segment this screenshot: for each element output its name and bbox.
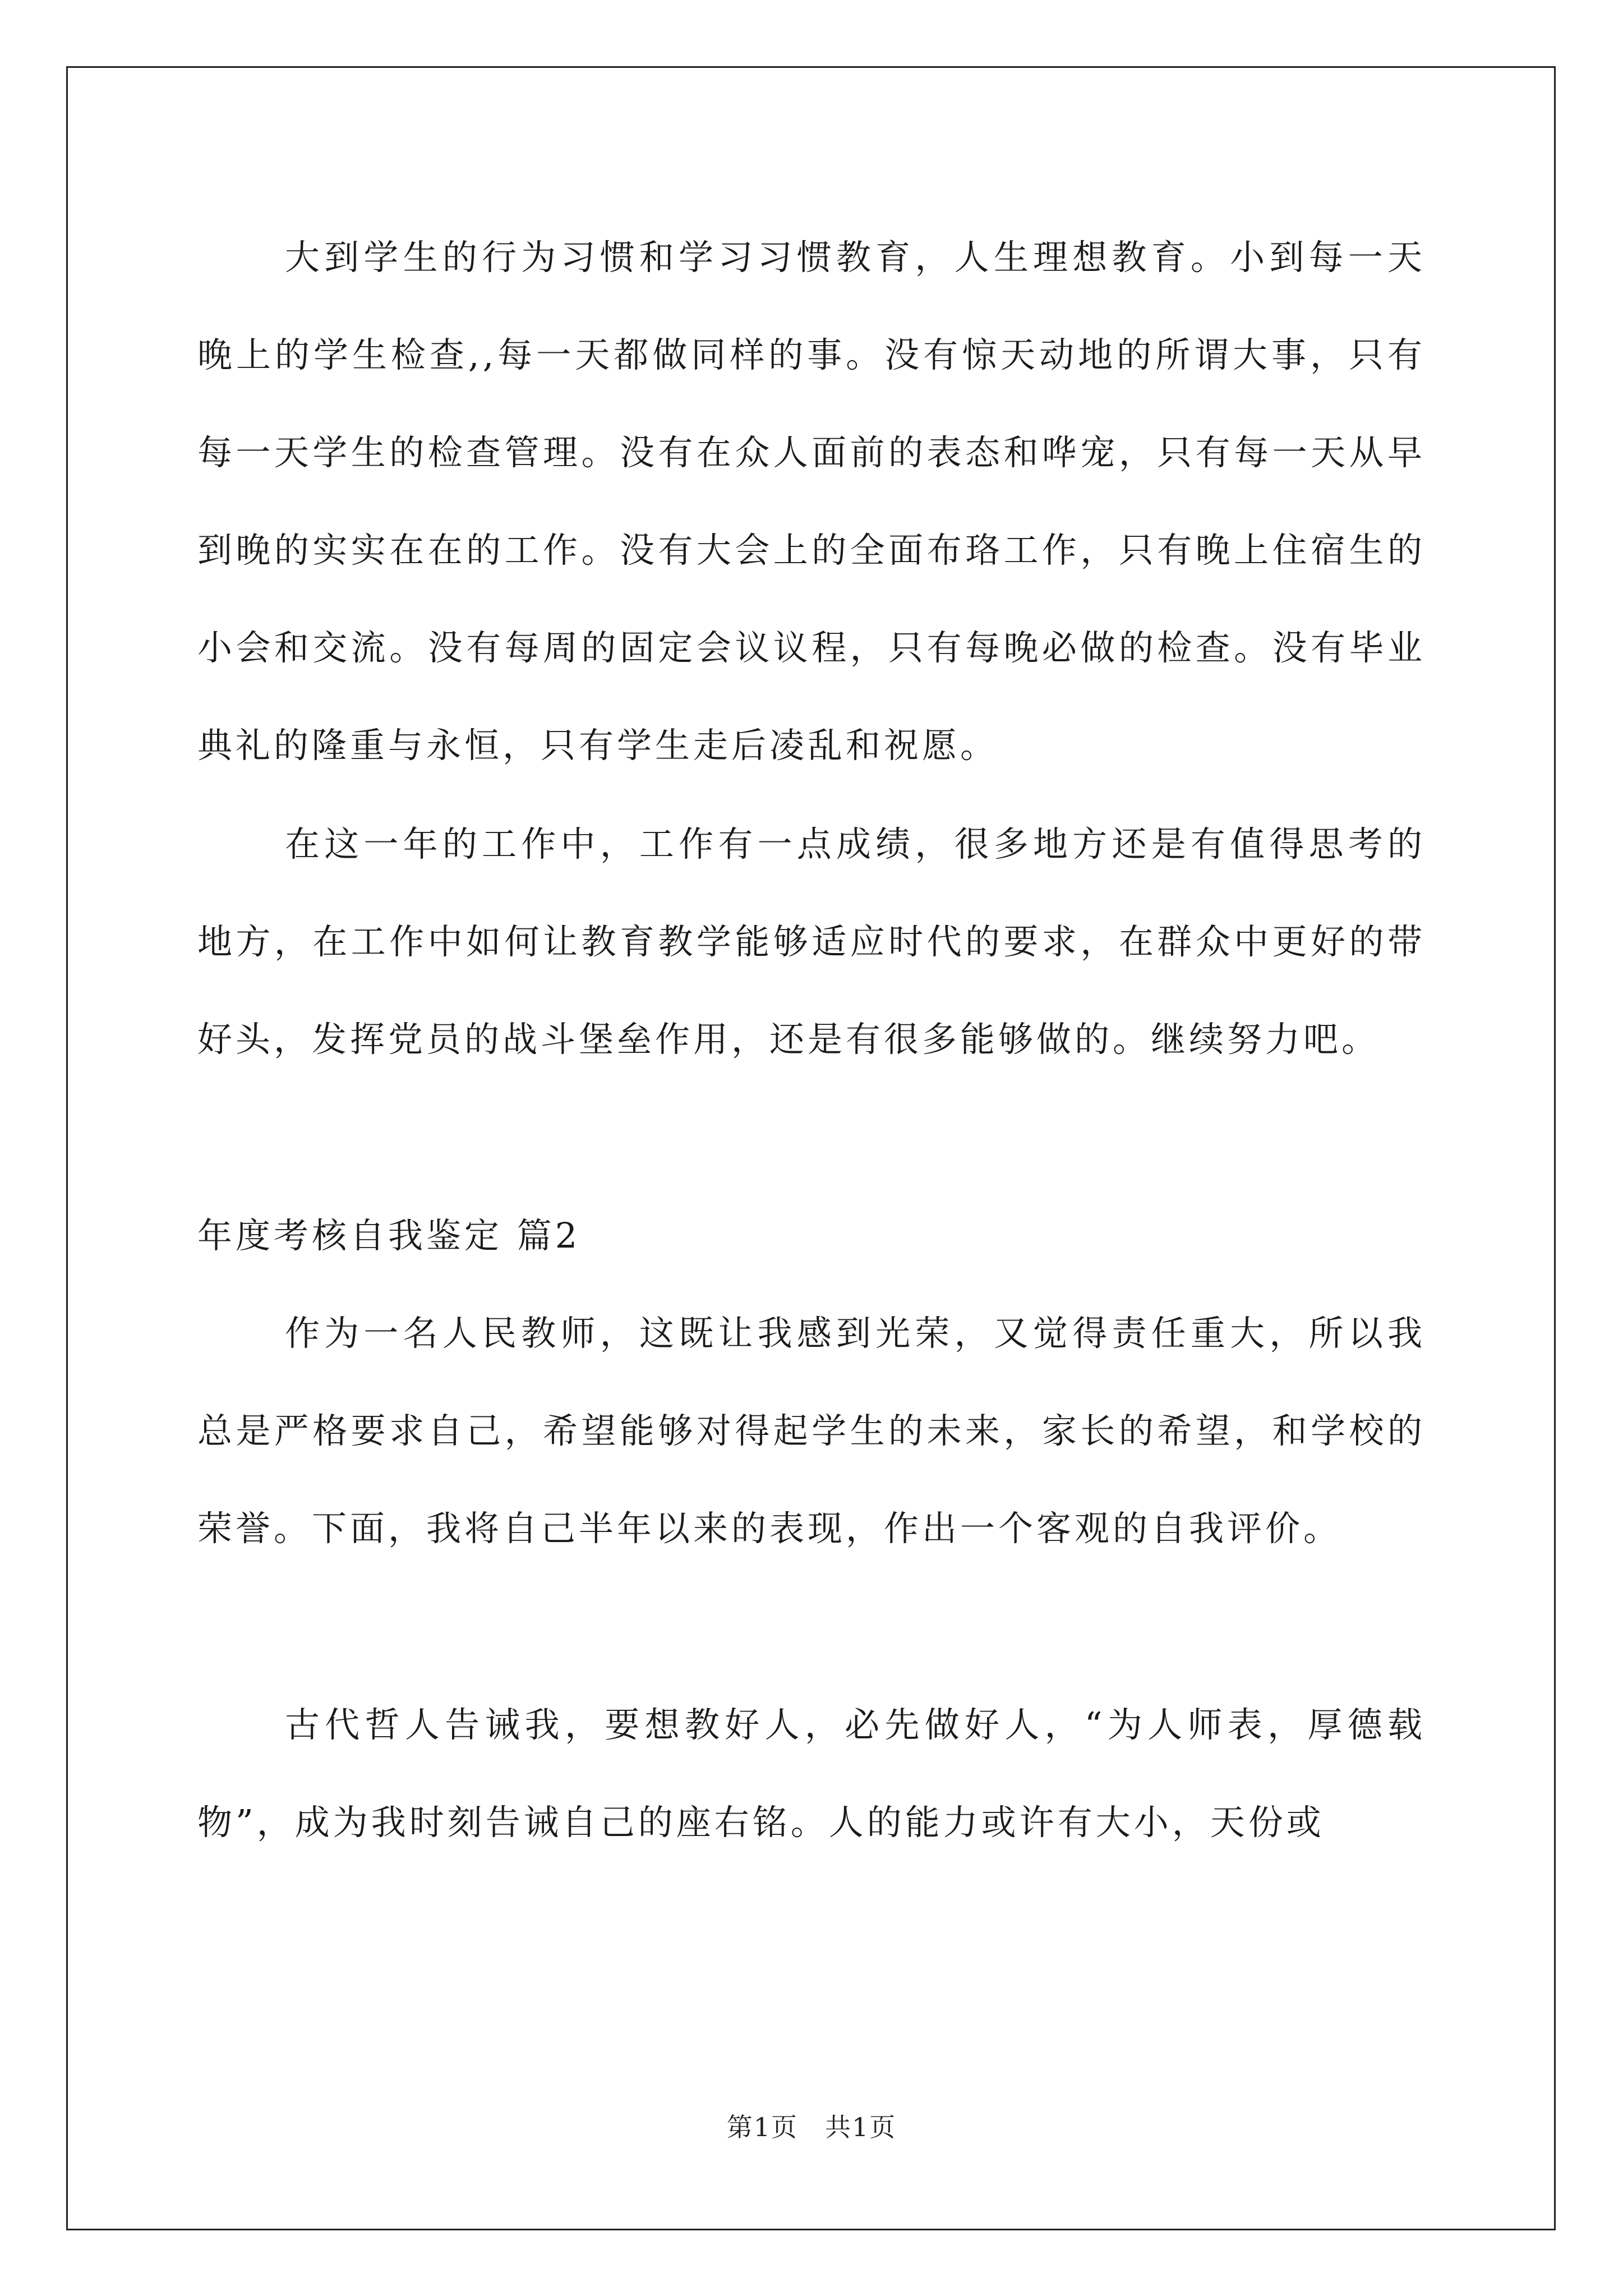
paragraph: 在这一年的工作中，工作有一点成绩，很多地方还是有值得思考的地方，在工作中如何让教育教学能够适应时代的要求，在群众中更好的带好头，发挥党员的战斗堡垒作用，还是有很多能够做的。继续努力吧。 bbox=[197, 823, 1426, 1060]
paragraph: 古代哲人告诫我，要想教好人，必先做好人，“为人师表，厚德载物”，成为我时刻告诫自己的座右铭。人的能力或许有大小，天份或 bbox=[197, 1704, 1426, 1843]
paragraph: 大到学生的行为习惯和学习习惯教育，人生理想教育。小到每一天晚上的学生检查,,每一天都做同样的事。没有惊天动地的所谓大事，只有每一天学生的检查管理。没有在众人面前的表态和哗宠，只有每一天从早到晚的实实在在的工作。没有大会上的全面布珞工作，只有晚上住宿生的小会和交流。没有每周的固定会议议程，只有每晚必做的检查。没有毕业典礼的隆重与永恒，只有学生走后凌乱和祝愿。 bbox=[197, 237, 1426, 766]
page-number-footer: 第1页 共1页 bbox=[726, 2112, 897, 2142]
paragraph: 作为一名人民教师，这既让我感到光荣，又觉得责任重大，所以我总是严格要求自己，希望能够对得起学生的未来，家长的希望，和学校的荣誉。下面，我将自己半年以来的表现，作出一个客观的自我评价。 bbox=[197, 1313, 1426, 1549]
section-heading: 年度考核自我鉴定 篇2 bbox=[197, 1215, 581, 1256]
document-body bbox=[197, 209, 1426, 1878]
